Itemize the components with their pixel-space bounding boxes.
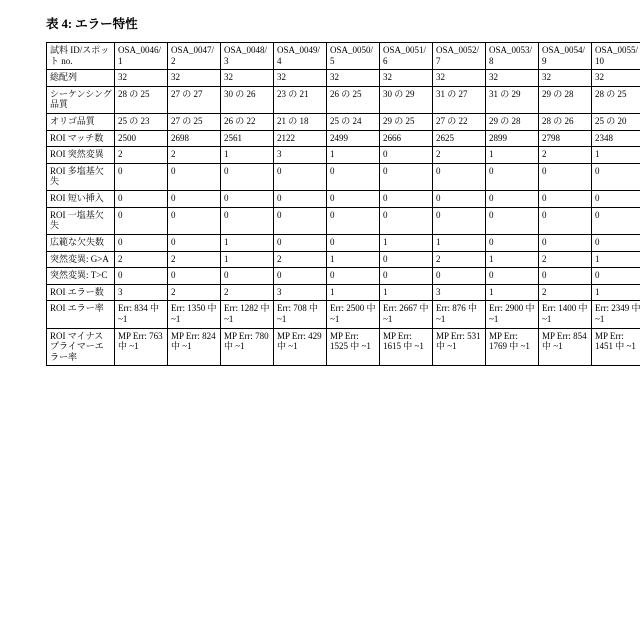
cell: 25 の 23 [115,114,168,131]
cell: Err: 708 中 ~1 [274,301,327,328]
column-header-spot-5: OSA_0050/5 [327,43,380,70]
table-row [47,147,640,164]
row-label: ROI 一塩基欠失 [47,207,115,234]
column-header-sample-id: 試料 ID/スポット no. [47,43,115,70]
cell: 32 [327,70,380,87]
table-row [47,191,640,208]
cell: 26 の 25 [327,86,380,113]
table-row [47,163,640,190]
cell: 0 [221,163,274,190]
cell: 0 [274,191,327,208]
cell: Err: 834 中 ~1 [115,301,168,328]
cell: 2 [168,251,221,268]
cell: 2 [221,284,274,301]
cell: 21 の 18 [274,114,327,131]
cell: 32 [168,70,221,87]
cell: 32 [433,70,486,87]
cell: 0 [168,234,221,251]
cell: MP Err: 854 中 ~1 [539,328,592,366]
table-row [47,251,640,268]
cell: 1 [221,234,274,251]
cell: 1 [592,147,640,164]
cell: 32 [592,70,640,87]
cell: 0 [592,163,640,190]
cell: 3 [274,147,327,164]
cell: 0 [221,207,274,234]
cell: 0 [327,191,380,208]
row-label: ROI マッチ数 [47,130,115,147]
cell: 30 の 26 [221,86,274,113]
cell: 0 [539,268,592,285]
cell: 0 [433,191,486,208]
cell: Err: 2900 中 ~1 [486,301,539,328]
table-row [47,207,640,234]
cell: 32 [539,70,592,87]
cell: 30 の 29 [380,86,433,113]
cell: 2 [168,284,221,301]
cell: MP Err: 1769 中 ~1 [486,328,539,366]
row-label: ROI マイナスプライマーエラー率 [47,328,115,366]
cell: 2798 [539,130,592,147]
cell: 0 [539,207,592,234]
cell: 0 [433,207,486,234]
cell: MP Err: 780 中 ~1 [221,328,274,366]
table-row [47,86,640,113]
cell: 2 [539,251,592,268]
cell: 2 [115,147,168,164]
cell: 0 [380,207,433,234]
cell: 0 [274,234,327,251]
cell: 1 [592,251,640,268]
cell: 0 [327,234,380,251]
cell: 1 [380,234,433,251]
cell: 0 [115,191,168,208]
cell: 2 [433,147,486,164]
table-row [47,301,640,328]
table-row [47,284,640,301]
cell: 1 [486,147,539,164]
cell: 0 [380,147,433,164]
cell: 2 [115,251,168,268]
cell: 0 [380,268,433,285]
cell: 27 の 22 [433,114,486,131]
cell: 0 [539,234,592,251]
table-row [47,328,640,366]
column-header-spot-7: OSA_0052/7 [433,43,486,70]
cell: 0 [115,268,168,285]
row-label: ROI エラー率 [47,301,115,328]
cell: 1 [327,284,380,301]
cell: 3 [115,284,168,301]
cell: 0 [486,163,539,190]
cell: 25 の 20 [592,114,640,131]
column-header-spot-2: OSA_0047/2 [168,43,221,70]
table-header-row [47,43,640,70]
row-label: シーケンシング品質 [47,86,115,113]
cell: 2899 [486,130,539,147]
cell: 2 [539,284,592,301]
cell: 2499 [327,130,380,147]
column-header-spot-4: OSA_0049/4 [274,43,327,70]
cell: 0 [115,163,168,190]
cell: 0 [168,163,221,190]
cell: 1 [486,251,539,268]
cell: 0 [221,268,274,285]
cell: 27 の 25 [168,114,221,131]
cell: 26 の 22 [221,114,274,131]
cell: 0 [327,268,380,285]
column-header-spot-6: OSA_0051/6 [380,43,433,70]
cell: 27 の 27 [168,86,221,113]
cell: 0 [168,207,221,234]
cell: 0 [380,163,433,190]
cell: Err: 1350 中 ~1 [168,301,221,328]
cell: 32 [221,70,274,87]
cell: 0 [486,207,539,234]
cell: 29 の 25 [380,114,433,131]
cell: 1 [433,234,486,251]
row-label: 突然変異: G>A [47,251,115,268]
cell: 0 [327,163,380,190]
cell: 0 [486,234,539,251]
cell: 29 の 28 [539,86,592,113]
row-label: オリゴ品質 [47,114,115,131]
cell: 0 [274,268,327,285]
cell: 1 [327,251,380,268]
row-label: 広範な欠失数 [47,234,115,251]
cell: 0 [592,191,640,208]
row-label: 突然変異: T>C [47,268,115,285]
cell: 3 [433,284,486,301]
cell: 32 [486,70,539,87]
cell: 0 [380,191,433,208]
row-label: ROI 短い挿入 [47,191,115,208]
cell: 28 の 25 [115,86,168,113]
column-header-spot-10: OSA_0055/10 [592,43,640,70]
column-header-spot-1: OSA_0046/1 [115,43,168,70]
cell: 2 [539,147,592,164]
cell: 32 [115,70,168,87]
cell: 0 [168,268,221,285]
cell: 2 [274,251,327,268]
cell: Err: 2349 中 ~1 [592,301,640,328]
cell: Err: 876 中 ~1 [433,301,486,328]
cell: MP Err: 531 中 ~1 [433,328,486,366]
column-header-spot-8: OSA_0053/8 [486,43,539,70]
error-characteristics-table [46,42,640,366]
cell: 32 [380,70,433,87]
column-header-spot-9: OSA_0054/9 [539,43,592,70]
cell: 2122 [274,130,327,147]
cell: 1 [221,147,274,164]
cell: 0 [433,163,486,190]
cell: 0 [539,163,592,190]
cell: 0 [168,191,221,208]
table-row [47,234,640,251]
cell: Err: 1282 中 ~1 [221,301,274,328]
cell: 0 [115,207,168,234]
cell: 0 [115,234,168,251]
cell: 31 の 29 [486,86,539,113]
cell: 2 [433,251,486,268]
table-row [47,70,640,87]
cell: 28 の 25 [592,86,640,113]
cell: 2666 [380,130,433,147]
cell: 32 [274,70,327,87]
cell: 0 [221,191,274,208]
cell: 2 [168,147,221,164]
cell: 2561 [221,130,274,147]
table-row [47,114,640,131]
cell: 0 [592,268,640,285]
cell: Err: 2667 中 ~1 [380,301,433,328]
cell: 0 [274,163,327,190]
cell: 29 の 28 [486,114,539,131]
cell: Err: 1400 中 ~1 [539,301,592,328]
cell: 0 [486,268,539,285]
cell: 0 [486,191,539,208]
column-header-spot-3: OSA_0048/3 [221,43,274,70]
cell: 1 [327,147,380,164]
cell: 1 [486,284,539,301]
cell: MP Err: 429 中 ~1 [274,328,327,366]
cell: 3 [274,284,327,301]
cell: 2698 [168,130,221,147]
cell: 0 [592,207,640,234]
cell: Err: 2500 中 ~1 [327,301,380,328]
cell: 31 の 27 [433,86,486,113]
cell: 23 の 21 [274,86,327,113]
cell: 1 [380,284,433,301]
table-row [47,130,640,147]
row-label: ROI エラー数 [47,284,115,301]
cell: 1 [592,284,640,301]
row-label: 総配列 [47,70,115,87]
cell: MP Err: 1615 中 ~1 [380,328,433,366]
cell: 25 の 24 [327,114,380,131]
cell: 0 [274,207,327,234]
cell: 2500 [115,130,168,147]
cell: MP Err: 763 中 ~1 [115,328,168,366]
cell: MP Err: 824 中 ~1 [168,328,221,366]
cell: 2348 [592,130,640,147]
cell: 2625 [433,130,486,147]
table-row [47,268,640,285]
cell: 0 [592,234,640,251]
row-label: ROI 突然変異 [47,147,115,164]
cell: 0 [327,207,380,234]
table-caption: 表 4: エラー特性 [46,17,138,31]
cell: 0 [380,251,433,268]
cell: MP Err: 1525 中 ~1 [327,328,380,366]
row-label: ROI 多塩基欠失 [47,163,115,190]
cell: MP Err: 1451 中 ~1 [592,328,640,366]
cell: 1 [221,251,274,268]
cell: 28 の 26 [539,114,592,131]
cell: 0 [433,268,486,285]
cell: 0 [539,191,592,208]
